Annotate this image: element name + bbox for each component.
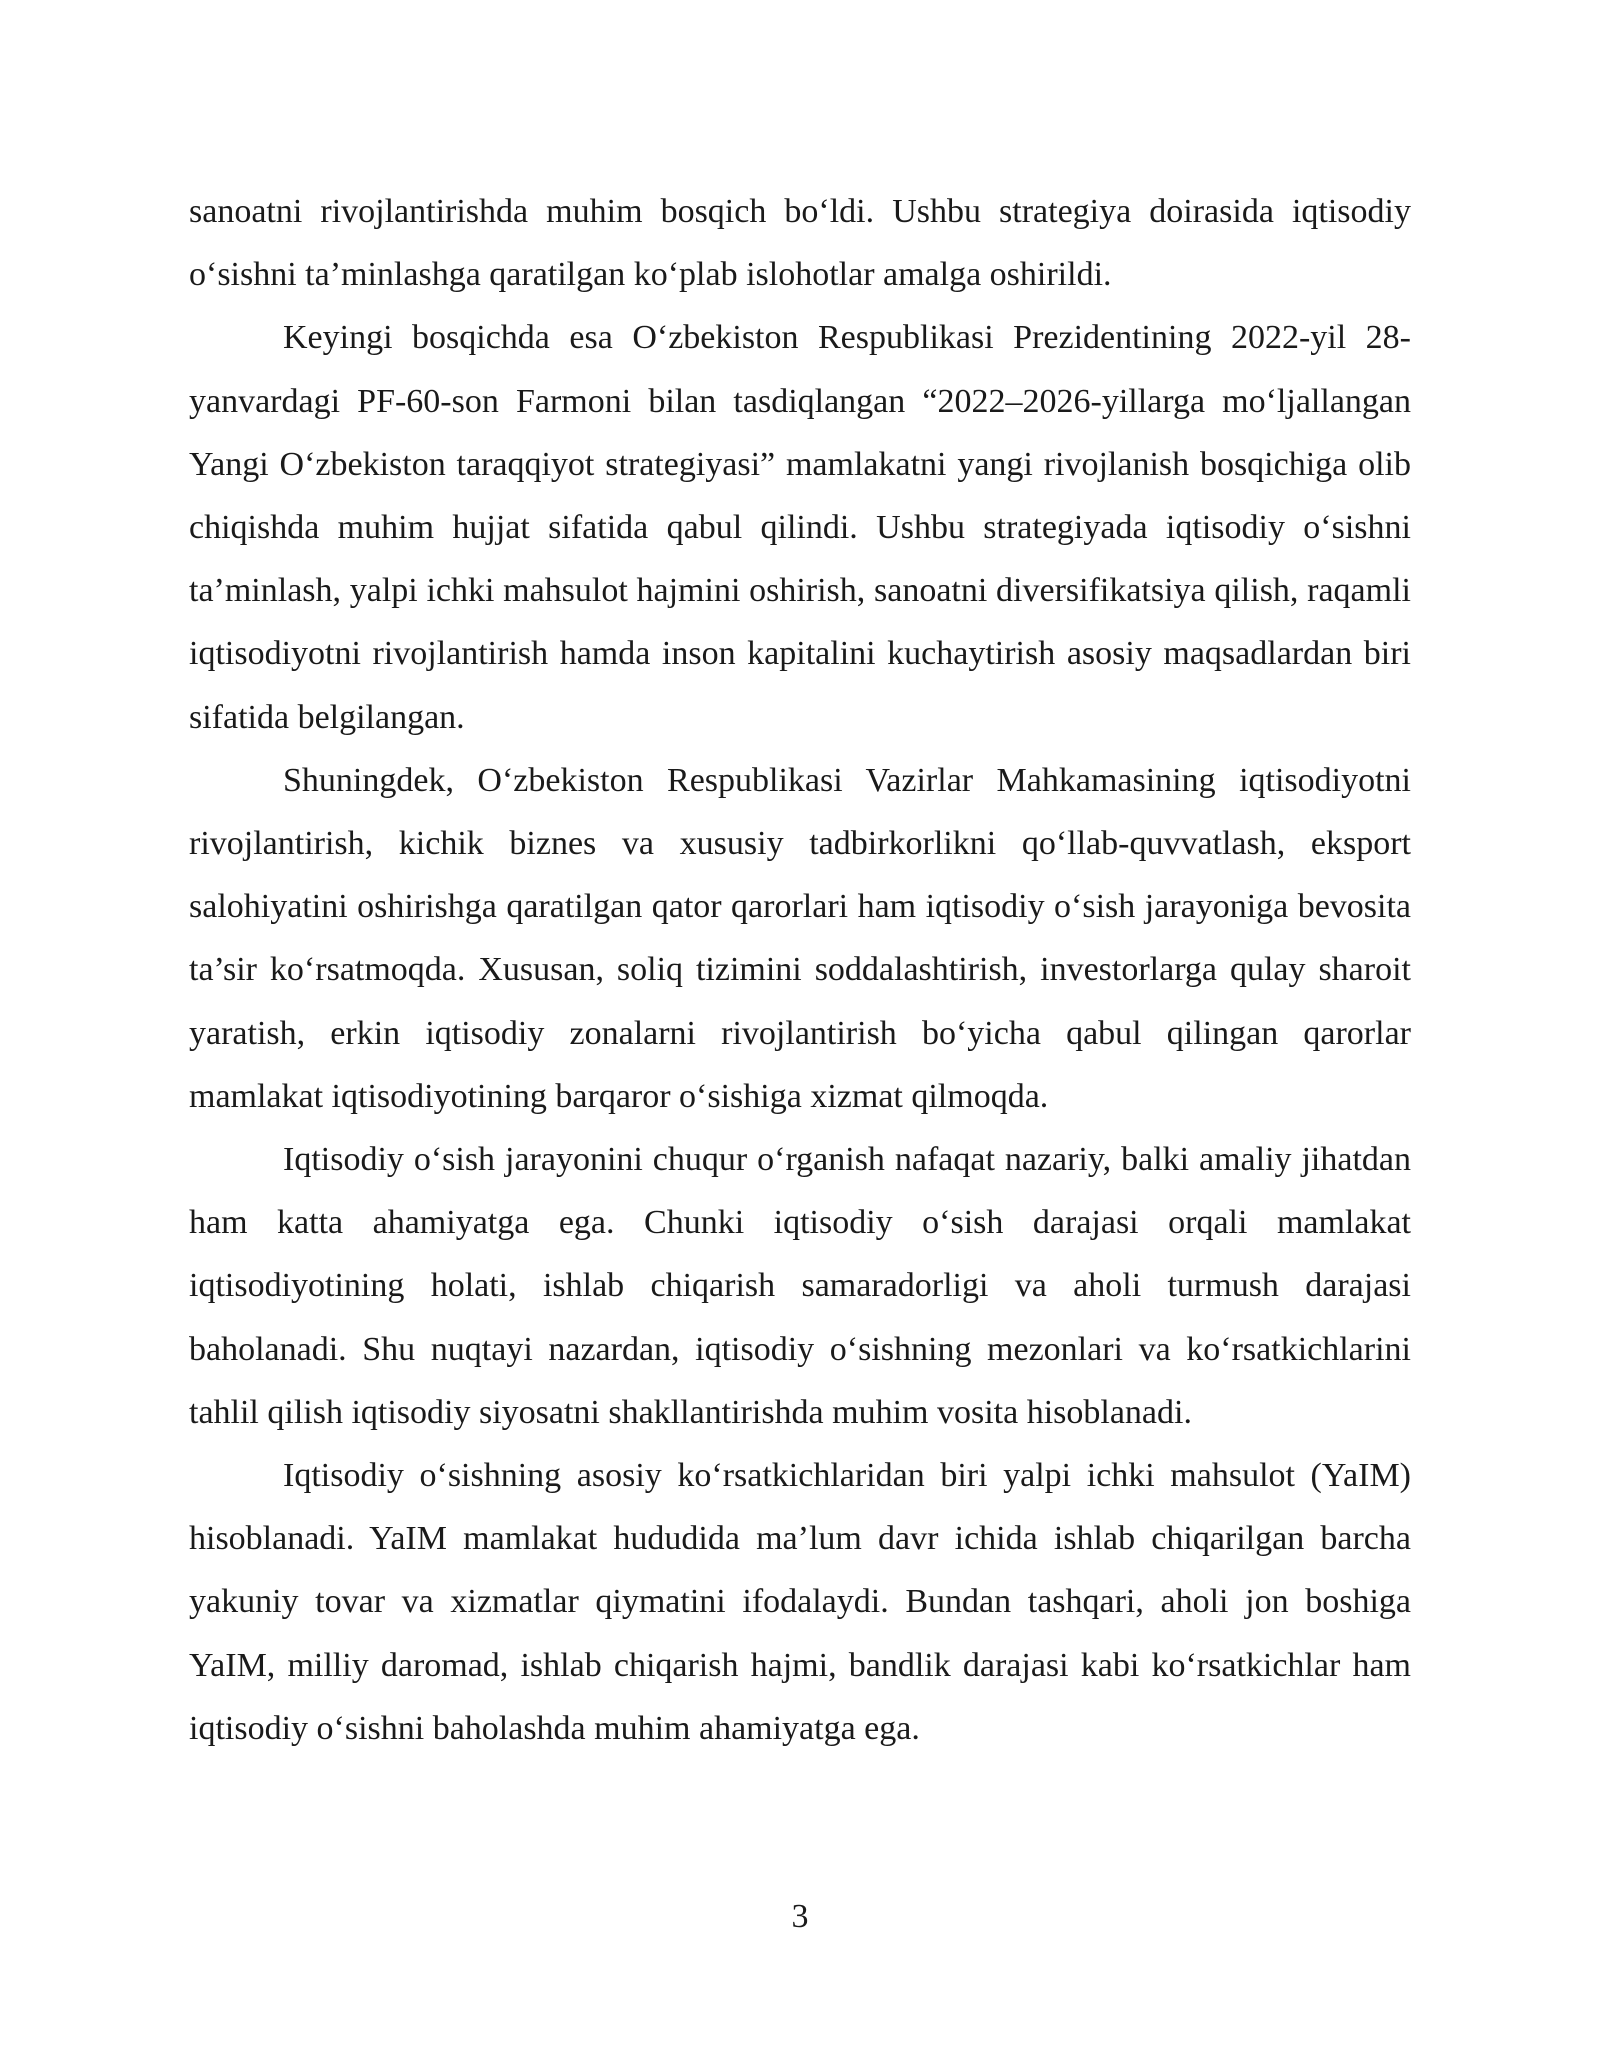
document-body — [189, 180, 1411, 1760]
paragraph-growth-study: Iqtisodiy o‘sish jarayonini chuqur o‘rganish nafaqat nazariy, balki amaliy jihatdan ham katta ahamiyatga ega. Chunki iqtisodiy o‘sish darajasi orqali mamlakat iqtisodiyotining holati, ishlab chiqarish samaradorligi va aholi turmush darajasi baholanadi. Shu nuqtayi nazardan, iqtisodiy o‘sishning mezonlari va ko‘rsatkichlarini tahlil qilish iqtisodiy siyosatni shakllantirishda muhim vosita hisoblanadi. — [189, 1141, 1411, 1431]
page-number: 3 — [791, 1898, 809, 1935]
paragraph-continuation: sanoatni rivojlantirishda muhim bosqich bo‘ldi. Ushbu strategiya doirasida iqtisodiy o‘sishni ta’minlashga qaratilgan ko‘plab islohotlar amalga oshirildi. — [189, 193, 1411, 294]
paragraph-strategy-2022-2026: Keyingi bosqichda esa O‘zbekiston Respublikasi Prezidentining 2022-yil 28-yanvardagi PF-60-son Farmoni bilan tasdiqlangan “2022–2026-yillarga mo‘ljallangan Yangi O‘zbekiston taraqqiyot strategiyasi” mamlakatni yangi rivojlanish bosqichiga olib chiqishda muhim hujjat sifatida qabul qilindi. Ushbu strategiyada iqtisodiy o‘sishni ta’minlash, yalpi ichki mahsulot hajmini oshirish, sanoatni diversifikatsiya qilish, raqamli iqtisodiyotni rivojlantirish hamda inson kapitalini kuchaytirish asosiy maqsadlardan biri sifatida belgilangan. — [189, 319, 1411, 736]
paragraph-cabinet-decisions: Shuningdek, O‘zbekiston Respublikasi Vazirlar Mahkamasining iqtisodiyotni rivojlantirish, kichik biznes va xususiy tadbirkorlikni qo‘llab-quvvatlash, eksport salohiyatini oshirishga qaratilgan qator qarorlari ham iqtisodiy o‘sish jarayoniga bevosita ta’sir ko‘rsatmoqda. Xususan, soliq tizimini soddalashtirish, investorlarga qulay sharoit yaratish, erkin iqtisodiy zonalarni rivojlantirish bo‘yicha qabul qilingan qarorlar mamlakat iqtisodiyotining barqaror o‘sishiga xizmat qilmoqda. — [189, 761, 1411, 1115]
paragraph-gdp-indicators: Iqtisodiy o‘sishning asosiy ko‘rsatkichlaridan biri yalpi ichki mahsulot (YaIM) hisoblanadi. YaIM mamlakat hududida ma’lum davr ichida ishlab chiqarilgan barcha yakuniy tovar va xizmatlar qiymatini ifodalaydi. Bundan tashqari, aholi jon boshiga YaIM, milliy daromad, ishlab chiqarish hajmi, bandlik darajasi kabi ko‘rsatkichlar ham iqtisodiy o‘sishni baholashda muhim ahamiyatga ega. — [189, 1457, 1411, 1747]
